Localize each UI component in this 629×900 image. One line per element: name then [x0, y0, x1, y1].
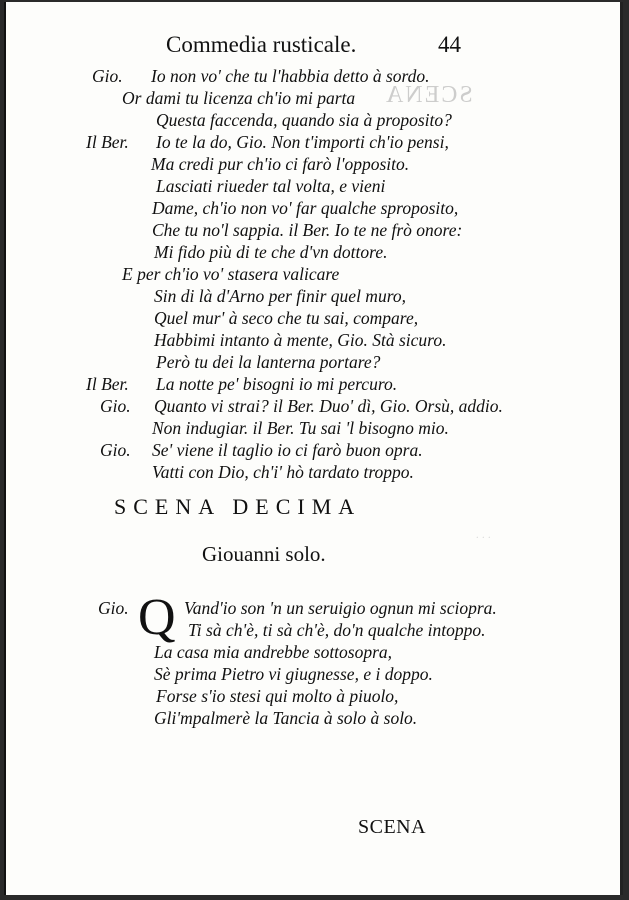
verse-text: Forse s'io stesi qui molto à piuolo,: [156, 686, 399, 706]
show-through-text: · · ·: [476, 530, 491, 544]
verse-line: [6, 686, 620, 708]
speaker-label: Gio.: [98, 598, 129, 618]
verse-text: Però tu dei la lanterna portare?: [156, 352, 381, 372]
verse-text: Sè prima Pietro vi giugnesse, e i doppo.: [154, 664, 433, 684]
book-page: [4, 2, 623, 895]
verse-text: Vand'io son 'n un seruigio ognun mi sciopra.: [184, 598, 497, 618]
verse-line: [6, 286, 620, 308]
speaker-label: Il Ber.: [86, 132, 129, 152]
verse-line: [6, 642, 620, 664]
verse-text: Io te la do, Gio. Non t'importi ch'io pensi,: [156, 132, 449, 152]
verse-line: [6, 110, 620, 132]
verse-text: Che tu no'l sappia. il Ber. Io te ne frò onore:: [152, 220, 463, 240]
verse-text: Io non vo' che tu l'habbia detto à sordo.: [151, 66, 430, 86]
verse-line: [6, 374, 620, 396]
verse-text: Ma credi pur ch'io ci farò l'opposito.: [151, 154, 410, 174]
scene-character: Giouanni solo.: [202, 542, 326, 566]
verse-text: La notte pe' bisogni io mi percuro.: [156, 374, 398, 394]
page-header: [6, 32, 620, 58]
verse-line: [6, 418, 620, 440]
verse-line: [6, 598, 620, 620]
verse-text: Mi fido più di te che d'vn dottore.: [154, 242, 388, 262]
verse-text: Vatti con Dio, ch'i' hò tardato troppo.: [152, 462, 414, 482]
verse-line: [6, 66, 620, 88]
verse-line: [6, 440, 620, 462]
verse-line: [6, 330, 620, 352]
catchword: SCENA: [358, 816, 427, 838]
verse-line: [6, 264, 620, 286]
verse-line: [6, 708, 620, 730]
scene-heading: SCENA DECIMA: [114, 494, 362, 519]
verse-text: Or dami tu licenza ch'io mi parta: [122, 88, 356, 108]
verse-text: Questa faccenda, quando sia à proposito?: [156, 110, 452, 130]
speaker-label: Gio.: [100, 396, 131, 416]
page-number: 44: [438, 32, 461, 57]
verse-text: E per ch'io vo' stasera valicare: [122, 264, 340, 284]
drop-cap: Q: [138, 589, 176, 646]
verse-line: [6, 198, 620, 220]
speaker-label: Il Ber.: [86, 374, 129, 394]
verse-text: Gli'mpalmerè la Tancia à solo à solo.: [154, 708, 418, 728]
verse-text: Se' viene il taglio io ci farò buon opra.: [152, 440, 423, 460]
verse-text: Ti sà ch'è, ti sà ch'è, do'n qualche intoppo.: [188, 620, 486, 640]
running-title: Commedia rusticale.: [166, 32, 357, 57]
verse-text: Lasciati riueder tal volta, e vieni: [156, 176, 386, 196]
verse-text: Quel mur' à seco che tu sai, compare,: [154, 308, 419, 328]
verse-line: [6, 396, 620, 418]
verse-line: [6, 176, 620, 198]
speaker-label: Gio.: [100, 440, 131, 460]
verse-line: [6, 220, 620, 242]
speaker-label: Gio.: [92, 66, 123, 86]
verse-text: Non indugiar. il Ber. Tu sai 'l bisogno mio.: [152, 418, 449, 438]
verse-line: [6, 308, 620, 330]
verse-text: Quanto vi strai? il Ber. Duo' dì, Gio. Orsù, addio.: [154, 396, 503, 416]
show-through-text: SCENA: [384, 82, 473, 108]
verse-line: [6, 620, 620, 642]
verse-line: [6, 242, 620, 264]
verse-line: [6, 132, 620, 154]
verse-text: Dame, ch'io non vo' far qualche sproposito,: [152, 198, 459, 218]
verse-line: [6, 352, 620, 374]
verse-line: [6, 88, 620, 110]
verse-line: [6, 664, 620, 686]
verse-line: [6, 462, 620, 484]
verse-text: Habbimi intanto à mente, Gio. Stà sicuro.: [154, 330, 447, 350]
verse-text: La casa mia andrebbe sottosopra,: [154, 642, 393, 662]
verse-text: Sin di là d'Arno per finir quel muro,: [154, 286, 406, 306]
verse-line: [6, 154, 620, 176]
